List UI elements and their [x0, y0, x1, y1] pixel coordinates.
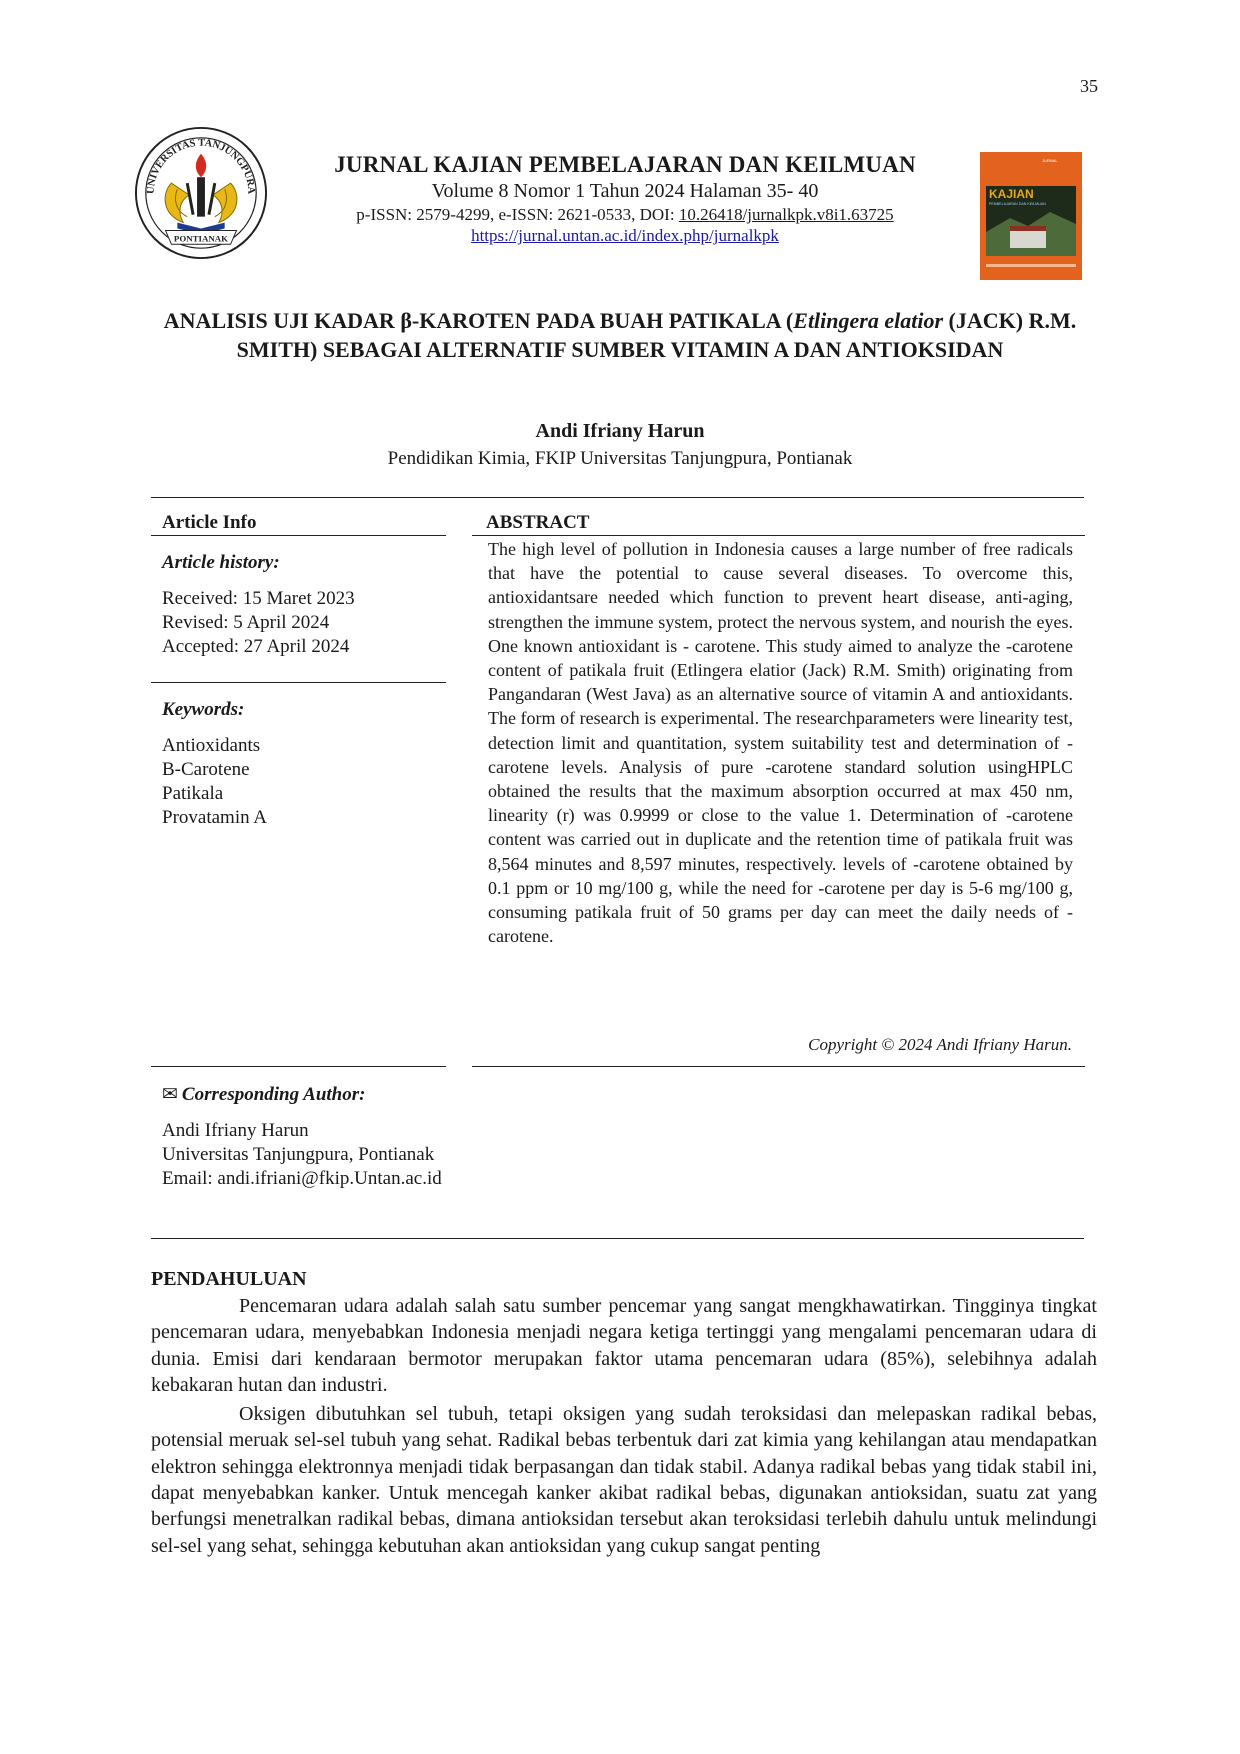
doi-link[interactable]: 10.26418/jurnalkpk.v8i1.63725: [678, 205, 894, 224]
keywords-list: [162, 734, 267, 830]
journal-issn: [280, 205, 970, 225]
abstract-heading: ABSTRACT: [486, 512, 590, 533]
article-info-rule: [151, 535, 446, 536]
corresponding-author-heading: [162, 1083, 365, 1106]
university-logo: [132, 124, 270, 262]
corresponding-details: [162, 1119, 442, 1191]
title-part2: (JACK) R.M. SMITH) SEBAGAI ALTERNATIF SUMBER VITAMIN A DAN ANTIOKSIDAN: [236, 308, 1077, 362]
top-rule: [151, 497, 1084, 498]
corresponding-heading-text: Corresponding Author:: [181, 1084, 366, 1105]
abstract-bottom-rule: [472, 1066, 1085, 1067]
body-paragraph: Oksigen dibutuhkan sel tubuh, tetapi oksigen yang sudah teroksidasi dan melepaskan radikal bebas, potensial meruak sel-sel tubuh yang sehat. Radikal bebas terbentuk dari zat kimia yang kehilangan atau mendapatkan elektron sehingga elektronnya menjadi tidak berpasangan dan tidak stabil. Adanya radikal bebas yang tidak stabil ini, dapat menyebabkan kanker. Untuk mencegah kanker akibat radikal bebas, digunakan antioksidan, suatu zat yang berfungsi menetralkan radikal bebas, dimana antioksidan tersebut akan teroksidasi terlebih dahulu untuk melindungi sel-sel yang sehat, sehingga kebutuhan akan antioksidan yang cukup sangat penting: [151, 1403, 1097, 1557]
received-date: Received: 15 Maret 2023: [162, 588, 355, 609]
cover-subtitle: PEMBELAJARAN DAN KEILMUAN: [989, 202, 1046, 206]
history-rule: [151, 682, 446, 683]
abstract-text: The high level of pollution in Indonesia causes a large number of free radicals that have the potential to cause several diseases. To overcome this, antioxidantsare needed which function to prevent heart disease, anti-aging, strengthen the immune system, protect the nervous system, and nourish the eyes. One known antioxidant is - carotene. This study aimed to analyze the -carotene content of patikala fruit (Etlingera elatior (Jack) R.M. Smith) originating from Pangandaran (West Java) as an alternative source of vitamin A and antioxidants. The form of research is experimental. The researchparameters were linearity test, detection limit and quantitation, system suitability test and determination of -carotene levels. Analysis of pure -carotene standard solution usingHPLC obtained the results that the maximum absorption occurred at max 450 nm, linearity (r) was 0.9999 or close to the value 1. Determination of -carotene content was carried out in duplicate and the retention time of patikala fruit was 8,564 minutes and 8,597 minutes, respectively. levels of -carotene obtained by 0.1 ppm or 10 mg/100 g, while the need for -carotene per day is 5-6 mg/100 g, consuming patikala fruit of 50 grams per day can meet the daily needs of -carotene.: [488, 539, 1073, 947]
corresponding-name: Andi Ifriany Harun: [162, 1120, 309, 1141]
corresponding-email[interactable]: Email: andi.ifriani@fkip.Untan.ac.id: [162, 1168, 442, 1189]
envelope-icon: ✉: [162, 1084, 178, 1105]
article-history: [162, 587, 355, 659]
logo-ring-text: UNIVERSITAS TANJUNGPURA: [145, 137, 257, 195]
logo-bottom-text: PONTIANAK: [173, 233, 229, 244]
body-paragraph: Pencemaran udara adalah salah satu sumber pencemar yang sangat mengkhawatirkan. Tingginya tingkat pencemaran udara, menyebabkan Indonesia menjadi negara ketiga tertinggi yang mengalami pencemaran udara di dunia. Emisi dari kendaraan bermotor merupakan faktor utama pencemaran udara (85%), selebihnya adalah kebakaran hutan dan industri.: [151, 1295, 1097, 1396]
issn-text: p-ISSN: 2579-4299, e-ISSN: 2621-0533, DOI:: [356, 205, 679, 224]
article-title: [150, 306, 1090, 364]
cover-top-label: JURNAL: [1042, 158, 1058, 163]
cover-title: KAJIAN: [989, 187, 1034, 201]
author-affiliation: Pendidikan Kimia, FKIP Universitas Tanjungpura, Pontianak: [387, 448, 853, 469]
revised-date: Revised: 5 April 2024: [162, 612, 330, 633]
title-species: Etlingera elatior: [793, 308, 944, 333]
page-number: 35: [1080, 76, 1098, 96]
corresponding-institution: Universitas Tanjungpura, Pontianak: [162, 1144, 435, 1165]
corresponding-bottom-rule: [151, 1238, 1084, 1239]
article-history-heading: Article history:: [162, 552, 280, 573]
info-bottom-rule: [151, 1066, 446, 1067]
keywords-heading: Keywords:: [162, 699, 245, 720]
journal-name: JURNAL KAJIAN PEMBELAJARAN DAN KEILMUAN: [334, 152, 916, 177]
author-name: Andi Ifriany Harun: [535, 420, 705, 442]
journal-cover-image: [980, 152, 1082, 280]
body-text: [151, 1293, 1097, 1562]
journal-volume: Volume 8 Nomor 1 Tahun 2024 Halaman 35- 40: [431, 180, 819, 202]
keyword: Provatamin A: [162, 807, 268, 828]
section-heading-pendahuluan: PENDAHULUAN: [151, 1268, 307, 1290]
keyword: B-Carotene: [162, 759, 250, 780]
keyword: Antioxidants: [162, 735, 261, 756]
journal-url-link[interactable]: https://jurnal.untan.ac.id/index.php/jurnalkpk: [471, 226, 779, 245]
keyword: Patikala: [162, 783, 224, 804]
title-part1: ANALISIS UJI KADAR β-KAROTEN PADA BUAH PATIKALA (: [163, 308, 794, 333]
copyright-notice: Copyright © 2024 Andi Ifriany Harun.: [808, 1035, 1072, 1054]
journal-header: [280, 152, 970, 246]
abstract-rule: [472, 535, 1085, 536]
accepted-date: Accepted: 27 April 2024: [162, 636, 350, 657]
article-info-heading: Article Info: [162, 512, 257, 533]
